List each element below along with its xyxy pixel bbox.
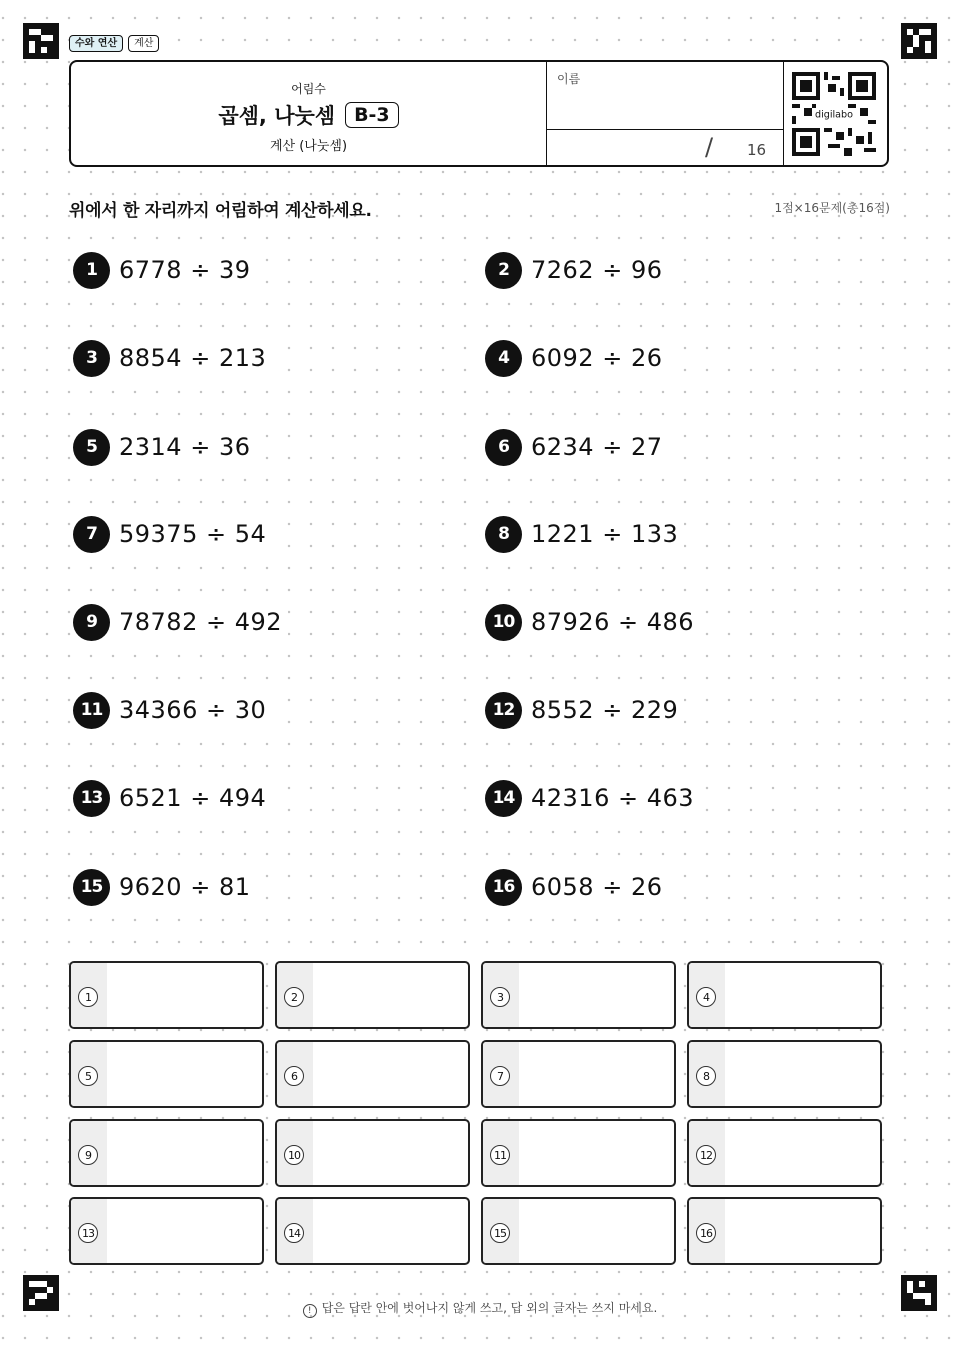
problem-number-badge: 13 <box>73 780 110 817</box>
worksheet-category: 계산 (나눗셈) <box>269 139 348 154</box>
answer-box-16[interactable] <box>687 1197 882 1265</box>
answer-number: 4 <box>696 987 716 1007</box>
problem-expression: 7262 ÷ 96 <box>531 256 663 284</box>
problem-number-badge: 9 <box>73 604 110 641</box>
answer-box-9[interactable] <box>69 1119 264 1187</box>
problem-expression: 6058 ÷ 26 <box>531 873 663 901</box>
problem-4 <box>485 338 668 378</box>
problem-expression: 2314 ÷ 36 <box>119 433 251 461</box>
answer-number: 3 <box>490 987 510 1007</box>
problem-10 <box>485 602 700 642</box>
problem-1 <box>73 250 256 290</box>
name-field[interactable] <box>547 62 783 130</box>
problem-13 <box>73 778 272 818</box>
registration-marker-top-right <box>901 23 937 59</box>
problem-12 <box>485 690 684 730</box>
problem-number-badge: 3 <box>73 340 110 377</box>
answer-number: 12 <box>696 1145 716 1165</box>
tag-subtopic: 계산 <box>128 35 159 52</box>
problem-number-badge: 10 <box>485 604 522 641</box>
problem-9 <box>73 602 288 642</box>
answer-box-11[interactable] <box>481 1119 676 1187</box>
answer-box-1[interactable] <box>69 961 264 1029</box>
tag-topic: 수와 연산 <box>69 35 123 52</box>
problem-expression: 8552 ÷ 229 <box>531 696 679 724</box>
answer-number: 6 <box>284 1066 304 1086</box>
answer-box-7[interactable] <box>481 1040 676 1108</box>
problem-expression: 87926 ÷ 486 <box>531 608 695 636</box>
answer-number: 9 <box>78 1145 98 1165</box>
answer-box-8[interactable] <box>687 1040 882 1108</box>
footer-text: 답은 답란 안에 벗어나지 않게 쓰고, 답 외의 글자는 쓰지 마세요. <box>321 1301 658 1315</box>
answer-box-12[interactable] <box>687 1119 882 1187</box>
name-label: 이름 <box>557 72 581 86</box>
level-badge: B-3 <box>345 102 399 128</box>
problem-5 <box>73 427 256 467</box>
problem-expression: 6234 ÷ 27 <box>531 433 663 461</box>
score-total: 16 <box>747 141 767 159</box>
answer-number: 8 <box>696 1066 716 1086</box>
worksheet-header <box>69 60 889 167</box>
problem-expression: 34366 ÷ 30 <box>119 696 267 724</box>
problem-number-badge: 4 <box>485 340 522 377</box>
answer-box-14[interactable] <box>275 1197 470 1265</box>
problem-expression: 6092 ÷ 26 <box>531 344 663 372</box>
instruction-text: 위에서 한 자리까지 어림하여 계산하세요. <box>69 201 372 221</box>
problem-number-badge: 2 <box>485 252 522 289</box>
answer-number: 10 <box>284 1145 304 1165</box>
problem-number-badge: 16 <box>485 869 522 906</box>
worksheet-title: 곱셈, 나눗셈 <box>218 104 336 128</box>
answer-box-3[interactable] <box>481 961 676 1029</box>
answer-box-5[interactable] <box>69 1040 264 1108</box>
qr-code-icon <box>792 72 876 156</box>
answer-number: 13 <box>78 1223 98 1243</box>
problem-number-badge: 6 <box>485 429 522 466</box>
worksheet-subtitle: 어림수 <box>291 82 326 96</box>
problem-3 <box>73 338 272 378</box>
problem-expression: 1221 ÷ 133 <box>531 520 679 548</box>
problem-number-badge: 5 <box>73 429 110 466</box>
worksheet-title-row <box>71 100 546 130</box>
problem-2 <box>485 250 668 290</box>
problem-expression: 78782 ÷ 492 <box>119 608 283 636</box>
registration-marker-top-left <box>23 23 59 59</box>
answer-number: 1 <box>78 987 98 1007</box>
answer-box-6[interactable] <box>275 1040 470 1108</box>
problem-expression: 8854 ÷ 213 <box>119 344 267 372</box>
problem-number-badge: 8 <box>485 516 522 553</box>
title-area <box>71 62 546 165</box>
problem-number-badge: 1 <box>73 252 110 289</box>
answer-box-2[interactable] <box>275 961 470 1029</box>
answer-number: 11 <box>490 1145 510 1165</box>
answer-number: 16 <box>696 1223 716 1243</box>
problem-16 <box>485 867 668 907</box>
answer-box-4[interactable] <box>687 961 882 1029</box>
problem-number-badge: 14 <box>485 780 522 817</box>
scoring-info: 1점×16문제(총16점) <box>774 201 890 215</box>
problem-number-badge: 12 <box>485 692 522 729</box>
name-score-area <box>546 62 784 165</box>
info-icon: ! <box>303 1304 317 1318</box>
footer-note <box>0 1299 960 1318</box>
problem-8 <box>485 514 684 554</box>
problem-14 <box>485 778 700 818</box>
problem-expression: 6778 ÷ 39 <box>119 256 251 284</box>
topic-tags <box>69 35 159 52</box>
problem-7 <box>73 514 272 554</box>
problem-expression: 9620 ÷ 81 <box>119 873 251 901</box>
problem-15 <box>73 867 256 907</box>
problem-number-badge: 11 <box>73 692 110 729</box>
answer-number: 2 <box>284 987 304 1007</box>
answer-number: 15 <box>490 1223 510 1243</box>
problem-expression: 59375 ÷ 54 <box>119 520 267 548</box>
qr-brand-text: digilabo <box>814 109 854 121</box>
answer-box-13[interactable] <box>69 1197 264 1265</box>
problem-number-badge: 15 <box>73 869 110 906</box>
problem-number-badge: 7 <box>73 516 110 553</box>
problem-11 <box>73 690 272 730</box>
answer-box-10[interactable] <box>275 1119 470 1187</box>
answer-number: 7 <box>490 1066 510 1086</box>
answer-number: 14 <box>284 1223 304 1243</box>
problem-expression: 6521 ÷ 494 <box>119 784 267 812</box>
score-slash: / <box>705 133 714 161</box>
problem-6 <box>485 427 668 467</box>
answer-box-15[interactable] <box>481 1197 676 1265</box>
problem-expression: 42316 ÷ 463 <box>531 784 695 812</box>
answer-number: 5 <box>78 1066 98 1086</box>
